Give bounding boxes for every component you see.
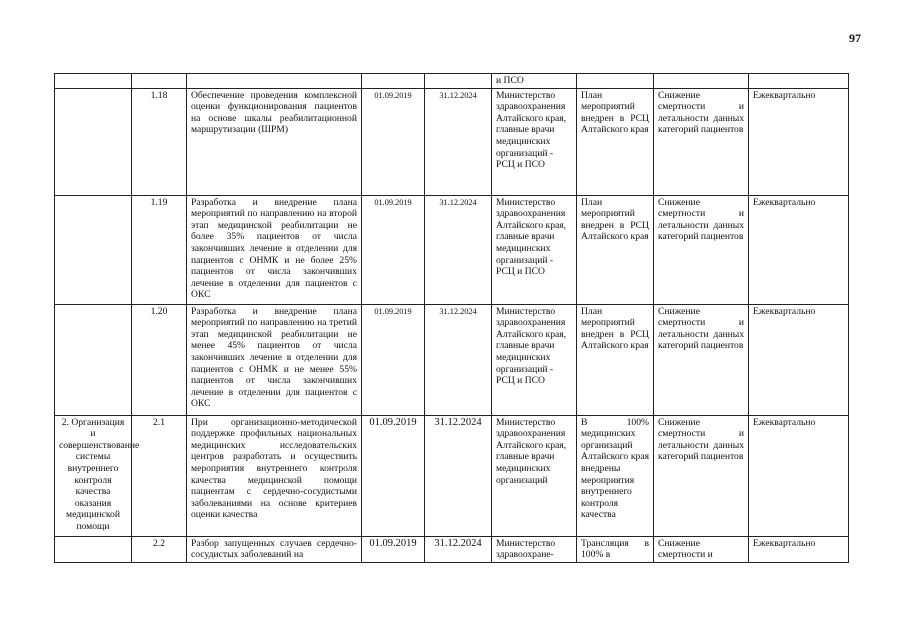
- cell-effect: Снижение смертности и летальности данных категорий пациентов: [654, 415, 749, 536]
- cell-responsible: Министерство здравоохранения Алтайского края, главные врачи медицинских организаций - РСЦ и ПСО: [492, 195, 577, 304]
- cell-responsible: Министерство здравоохранения Алтайского края, главные врачи медицинских организаций - РСЦ и ПСО: [492, 304, 577, 415]
- cell-period: [749, 74, 849, 89]
- cell-effect: [654, 74, 749, 89]
- table-row: [55, 536, 849, 562]
- cell-section: 2. Организация и совершенствование системы внутреннего контроля качества оказания медицинской помощи: [55, 415, 132, 536]
- table-row: [55, 304, 849, 415]
- cell-activity: Разбор запущенных случаев сердечно-сосудистых заболеваний на: [187, 536, 362, 562]
- cell-section: [55, 88, 132, 195]
- cell-activity: При организационно-методической поддержке профильных национальных медицинских исследовательских центров разработать и осуществить мероприятия внутреннего контроля качества медицинской помощи пациентам с сердечно-сосудистыми заболеваниями на основе критериев оценки качества: [187, 415, 362, 536]
- cell-start-date: 01.09.2019: [362, 304, 425, 415]
- cell-result: План мероприятий внедрен в РСЦ Алтайского края: [577, 304, 654, 415]
- cell-period: Ежеквартально: [749, 536, 849, 562]
- cell-end-date: 31.12.2024: [425, 415, 492, 536]
- cell-effect: Снижение смертности и: [654, 536, 749, 562]
- cell-result: План мероприятий внедрен в РСЦ Алтайского края: [577, 195, 654, 304]
- table-row: [55, 195, 849, 304]
- cell-number: 1.19: [132, 195, 187, 304]
- page-number: 97: [849, 31, 861, 45]
- cell-number: [132, 74, 187, 89]
- cell-result: [577, 74, 654, 89]
- cell-start-date: 01.09.2019: [362, 88, 425, 195]
- cell-start-date: [362, 74, 425, 89]
- cell-activity: [187, 74, 362, 89]
- cell-responsible: Министерство здравоохранения Алтайского края, главные врачи медицинских организаций - РСЦ и ПСО: [492, 88, 577, 195]
- cell-section: [55, 304, 132, 415]
- cell-start-date: 01.09.2019: [362, 536, 425, 562]
- activity-plan-table: [54, 73, 849, 563]
- cell-number: 1.20: [132, 304, 187, 415]
- cell-period: Ежеквартально: [749, 195, 849, 304]
- cell-section: [55, 74, 132, 89]
- cell-end-date: 31.12.2024: [425, 195, 492, 304]
- continuation-row: [55, 74, 849, 89]
- cell-responsible: Министерство здравоохранения Алтайского края, главные врачи медицинских организаций: [492, 415, 577, 536]
- cell-number: 2.1: [132, 415, 187, 536]
- cell-end-date: [425, 74, 492, 89]
- cell-number: 1.18: [132, 88, 187, 195]
- cell-end-date: 31.12.2024: [425, 88, 492, 195]
- cell-result: План мероприятий внедрен в РСЦ Алтайского края: [577, 88, 654, 195]
- cell-activity: Обеспечение проведения комплексной оценки функционирования пациентов на основе шкалы реабилитационной маршрутизации (ШРМ): [187, 88, 362, 195]
- cell-end-date: 31.12.2024: [425, 536, 492, 562]
- cell-responsible: и ПСО: [492, 74, 577, 89]
- cell-result: В 100% медицинских организаций Алтайского края внедрены мероприятия внутреннего контроля качества: [577, 415, 654, 536]
- cell-effect: Снижение смертности и летальности данных категорий пациентов: [654, 195, 749, 304]
- cell-period: Ежеквартально: [749, 88, 849, 195]
- table-row: [55, 88, 849, 195]
- cell-result: Трансляция в 100% в: [577, 536, 654, 562]
- cell-responsible: Министерство здравоохране-: [492, 536, 577, 562]
- table-row: [55, 415, 849, 536]
- cell-period: Ежеквартально: [749, 415, 849, 536]
- cell-activity: Разработка и внедрение плана мероприятий по направлению на второй этап медицинской реабилитации не более 35% пациентов от числа закончивших лечение в отделении для пациентов с ОНМК и не более 25% пациентов от числа закончивших лечение в отделении для пациентов с ОКС: [187, 195, 362, 304]
- cell-number: 2.2: [132, 536, 187, 562]
- cell-activity: Разработка и внедрение плана мероприятий по направлению на третий этап медицинской реабилитации не менее 45% пациентов от числа закончивших лечение в отделении для пациентов с ОНМК и не менее 55% пациентов от числа закончивших лечение в отделении для пациентов с ОКС: [187, 304, 362, 415]
- cell-end-date: 31.12.2024: [425, 304, 492, 415]
- cell-section: [55, 536, 132, 562]
- cell-start-date: 01.09.2019: [362, 195, 425, 304]
- cell-section: [55, 195, 132, 304]
- cell-effect: Снижение смертности и летальности данных категорий пациентов: [654, 304, 749, 415]
- cell-period: Ежеквартально: [749, 304, 849, 415]
- cell-start-date: 01.09.2019: [362, 415, 425, 536]
- cell-effect: Снижение смертности и летальности данных категорий пациентов: [654, 88, 749, 195]
